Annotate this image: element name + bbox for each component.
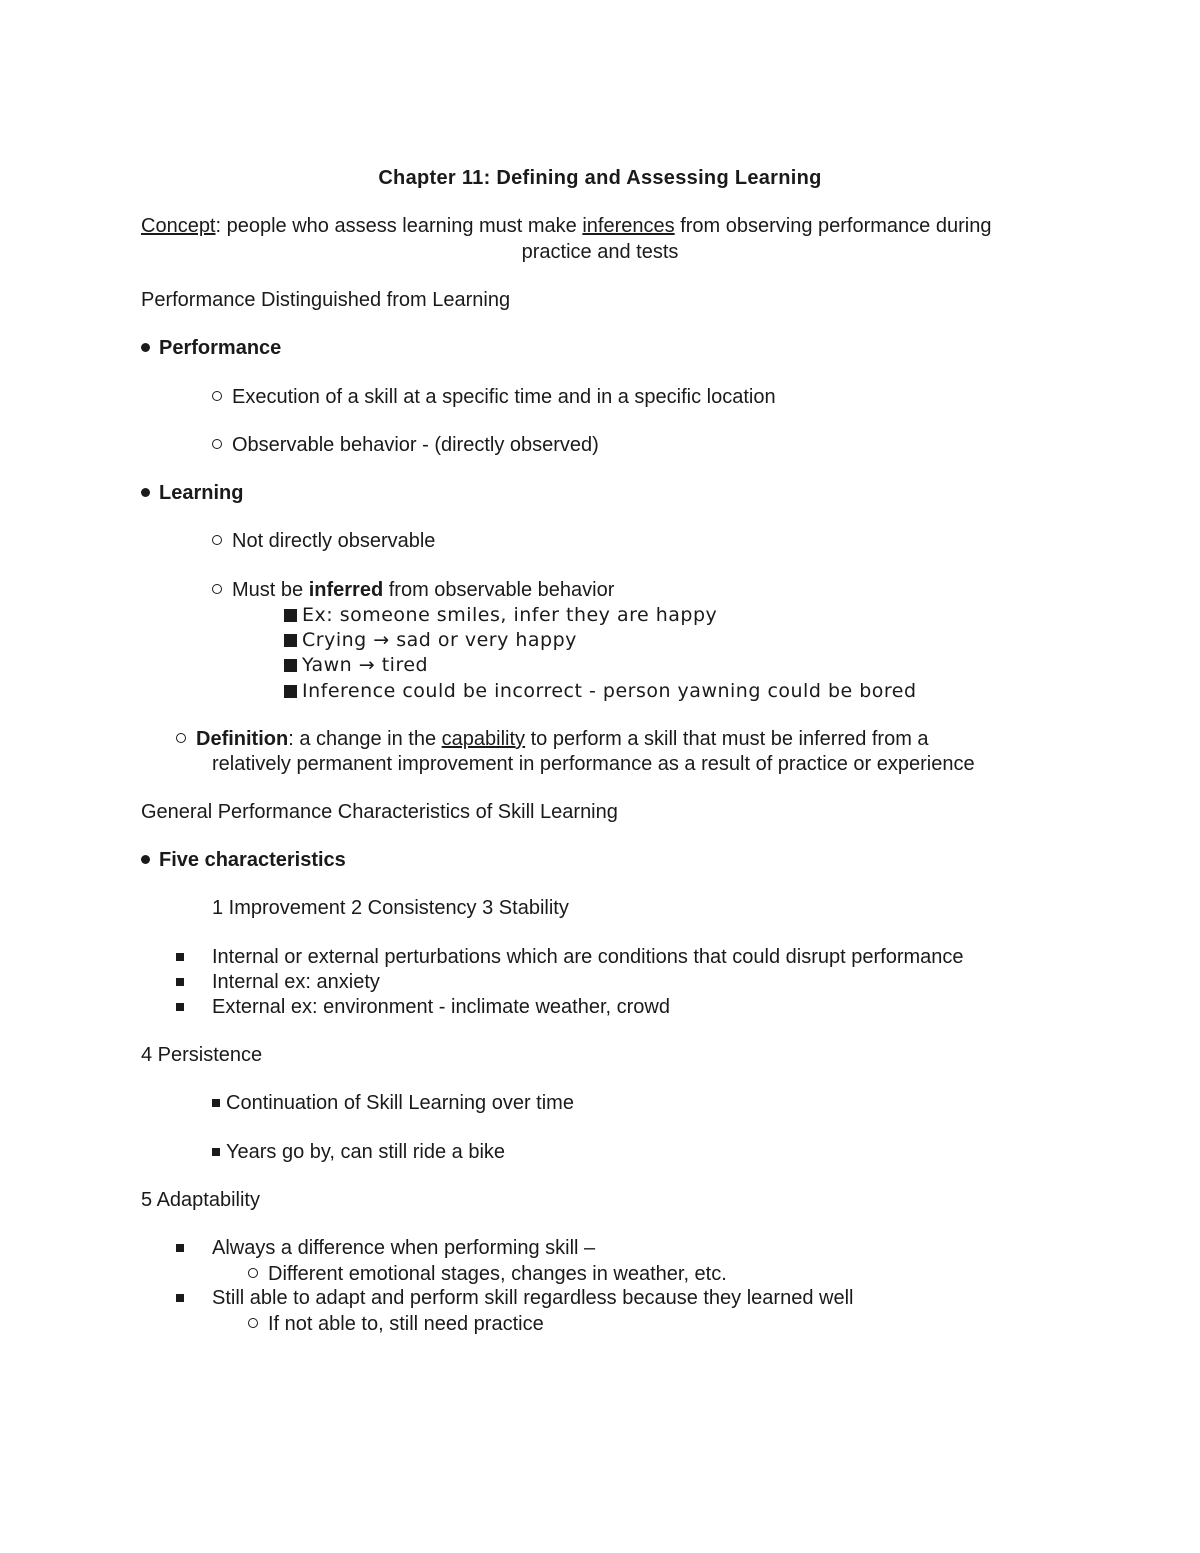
- concept-text-a: : people who assess learning must make: [215, 215, 583, 237]
- example-item: [284, 628, 577, 652]
- list-item: [176, 970, 380, 994]
- list-item: [176, 1286, 853, 1310]
- bullet-square-icon: [176, 1294, 184, 1302]
- definition-term: capability: [441, 728, 526, 750]
- adaptability-heading: 5 Adaptability: [141, 1189, 260, 1211]
- bullet-circle-icon: [212, 391, 222, 401]
- list-item-text: Observable behavior - (directly observed): [232, 434, 599, 456]
- list-item-text-c: from observable behavior: [383, 579, 615, 601]
- section-heading-characteristics: General Performance Characteristics of Skill Learning: [141, 801, 618, 823]
- definition-line-2: relatively permanent improvement in performance as a result of practice or experience: [212, 753, 975, 775]
- bullet-square-icon: [284, 685, 297, 698]
- list-item-text: Execution of a skill at a specific time and in a specific location: [232, 386, 776, 408]
- list-item: [212, 1140, 505, 1164]
- list-item-text-a: Must be: [232, 579, 309, 601]
- concept-line-2: practice and tests: [521, 241, 679, 263]
- bullet-dot-icon: [141, 488, 150, 497]
- example-text: Ex: someone smiles, infer they are happy: [302, 604, 718, 626]
- list-item-text: Continuation of Skill Learning over time: [226, 1092, 574, 1114]
- bullet-square-icon: [284, 609, 297, 622]
- example-text: Crying → sad or very happy: [302, 629, 577, 651]
- learning-label: Learning: [159, 482, 244, 504]
- list-item: [248, 1312, 544, 1336]
- list-item-text: Years go by, can still ride a bike: [226, 1141, 506, 1163]
- list-item-text: If not able to, still need practice: [268, 1313, 544, 1335]
- list-item-text: Internal ex: anxiety: [212, 971, 380, 993]
- bullet-five-characteristics: [141, 848, 346, 872]
- bullet-square-icon: [212, 1099, 220, 1107]
- bullet-circle-icon: [212, 439, 222, 449]
- list-item-text: Not directly observable: [232, 530, 436, 552]
- bullet-circle-icon: [212, 584, 222, 594]
- persistence-heading: 4 Persistence: [141, 1044, 263, 1066]
- list-item-text: Different emotional stages, changes in weather, etc.: [268, 1263, 727, 1285]
- bullet-square-icon: [284, 634, 297, 647]
- definition-text-a: : a change in the: [288, 728, 442, 750]
- list-item: [176, 945, 964, 969]
- list-item: [248, 1262, 727, 1286]
- bullet-square-icon: [212, 1148, 220, 1156]
- bullet-dot-icon: [141, 343, 150, 352]
- list-item: [212, 1091, 574, 1115]
- concept-text-b: from observing performance during: [674, 215, 992, 237]
- example-item: [284, 603, 717, 627]
- bullet-performance: [141, 336, 281, 360]
- list-item: [212, 433, 599, 457]
- concept-label: Concept: [141, 215, 216, 237]
- list-item: [176, 1236, 595, 1260]
- bullet-square-icon: [176, 1244, 184, 1252]
- concept-line: [141, 214, 991, 238]
- list-item-text: Internal or external perturbations which are conditions that could disrupt performance: [212, 946, 964, 968]
- bullet-square-icon: [176, 953, 184, 961]
- example-text: Yawn → tired: [302, 654, 429, 676]
- page-title: Chapter 11: Defining and Assessing Learning: [378, 167, 822, 189]
- section-heading-performance-vs-learning: Performance Distinguished from Learning: [141, 289, 511, 311]
- definition-text-b: to perform a skill that must be inferred from a: [525, 728, 929, 750]
- bullet-square-icon: [176, 978, 184, 986]
- definition-line: [176, 727, 929, 751]
- list-item: [212, 529, 435, 553]
- first-three-characteristics: 1 Improvement 2 Consistency 3 Stability: [212, 897, 569, 919]
- bullet-learning: [141, 481, 243, 505]
- concept-term: inferences: [582, 215, 675, 237]
- definition-label: Definition: [196, 728, 289, 750]
- five-characteristics-label: Five characteristics: [159, 849, 346, 871]
- list-item-text: Always a difference when performing skill –: [212, 1237, 596, 1259]
- performance-label: Performance: [159, 337, 282, 359]
- list-item: [212, 578, 614, 602]
- bullet-square-icon: [176, 1003, 184, 1011]
- example-text: Inference could be incorrect - person yawning could be bored: [302, 680, 917, 702]
- list-item-text: External ex: environment - inclimate weather, crowd: [212, 996, 670, 1018]
- bullet-circle-icon: [248, 1318, 258, 1328]
- list-item-text: Still able to adapt and perform skill regardless because they learned well: [212, 1287, 854, 1309]
- bullet-circle-icon: [248, 1268, 258, 1278]
- list-item: [176, 995, 670, 1019]
- list-item: [212, 385, 776, 409]
- bullet-circle-icon: [212, 535, 222, 545]
- inferred-term: inferred: [308, 579, 384, 601]
- bullet-circle-icon: [176, 733, 186, 743]
- example-item: [284, 679, 917, 703]
- bullet-dot-icon: [141, 855, 150, 864]
- bullet-square-icon: [284, 659, 297, 672]
- example-item: [284, 653, 428, 677]
